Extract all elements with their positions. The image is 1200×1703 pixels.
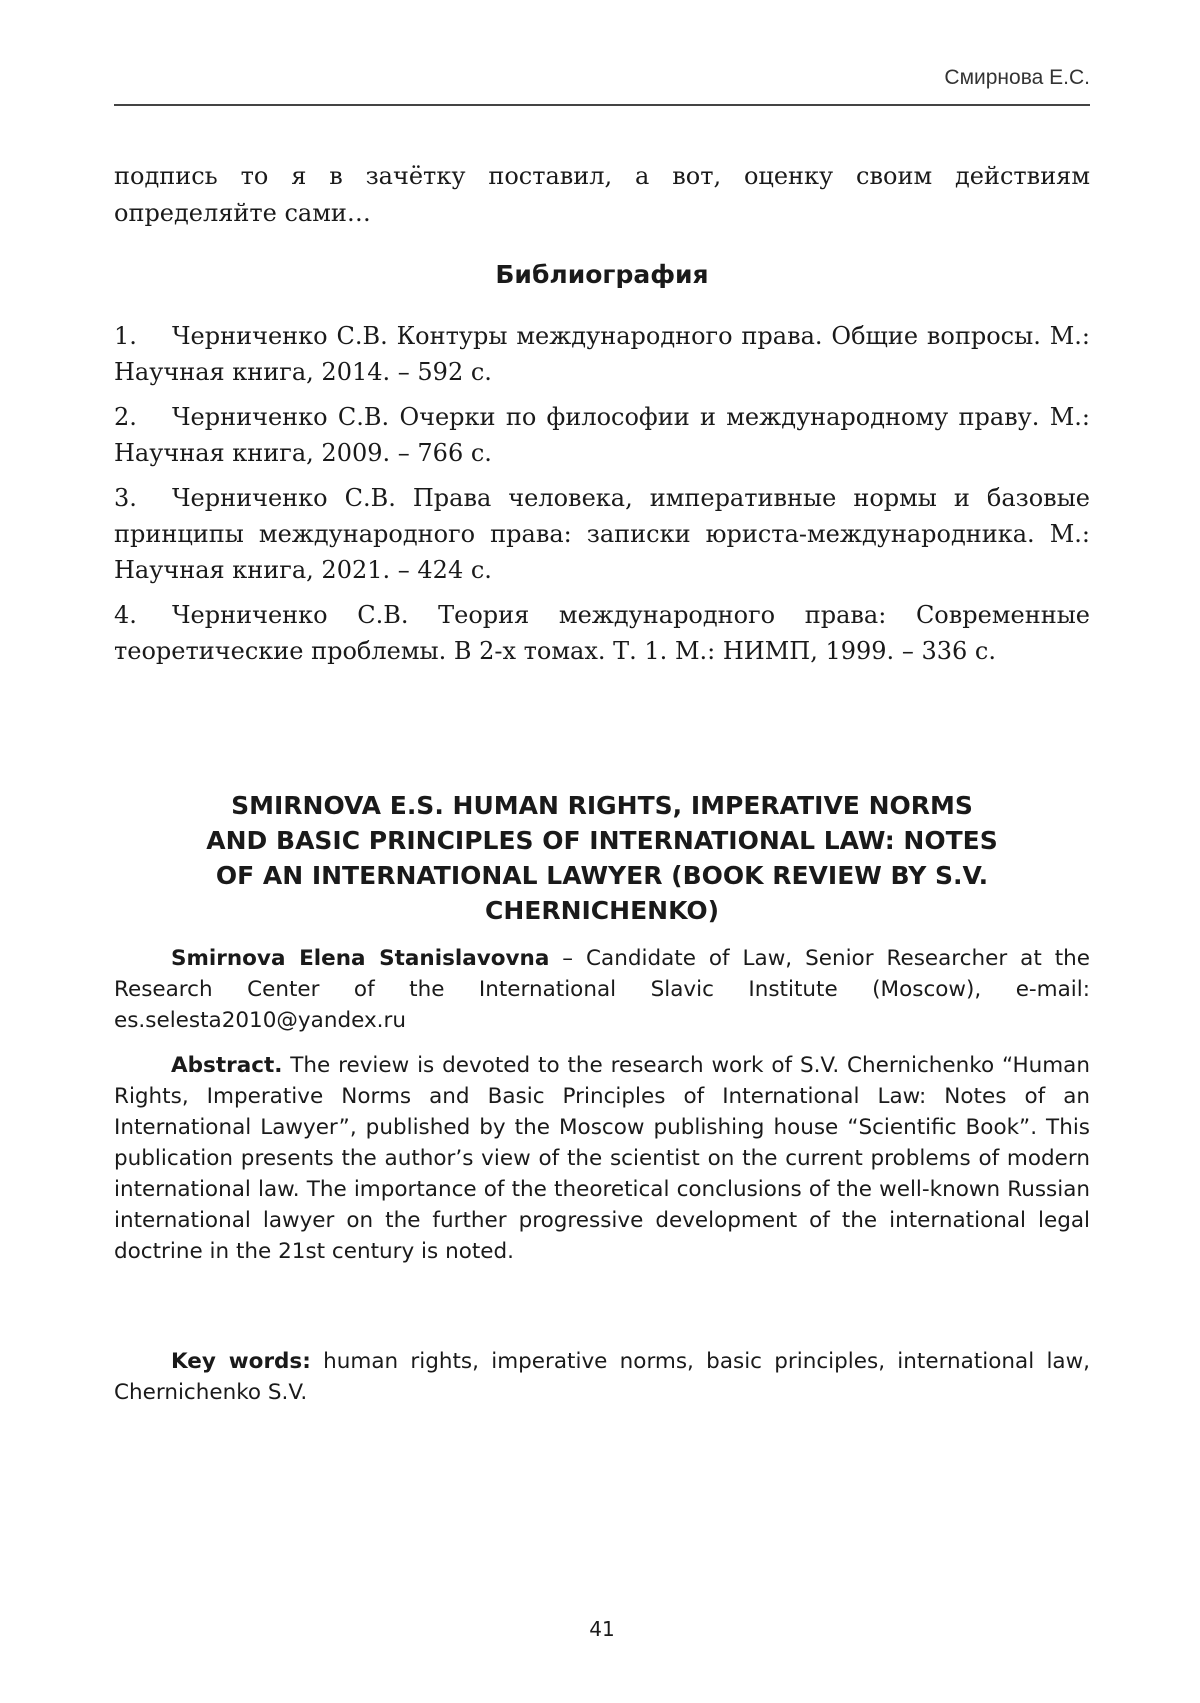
english-title [114, 788, 1090, 928]
bibliography-item-number: 4. [114, 601, 137, 629]
english-title-line: AND BASIC PRINCIPLES OF INTERNATIONAL LAW: NOTES [206, 826, 998, 855]
english-title-line: SMIRNOVA E.S. HUMAN RIGHTS, IMPERATIVE NORMS [231, 791, 973, 820]
bibliography-item-number: 1. [114, 322, 137, 350]
abstract-label: Abstract. [171, 1053, 283, 1078]
bibliography-item [114, 318, 1090, 390]
author-name: Smirnova Elena Stanislavovna [171, 946, 550, 971]
abstract-paragraph [114, 1050, 1090, 1267]
keywords-paragraph [114, 1346, 1090, 1408]
bibliography-item-text: Черниченко С.В. Теория международного права: Современные теоретические проблемы. В 2-х томах. Т. 1. М.: НИМП, 1999. – 336 с. [114, 601, 1090, 665]
bibliography-item [114, 480, 1090, 588]
bibliography-item-text: Черниченко С.В. Очерки по философии и международному праву. М.: Научная книга, 2009. – 766 с. [114, 403, 1090, 467]
document-page [114, 0, 1090, 1703]
bibliography-item-number: 2. [114, 403, 137, 431]
author-details: – Candidate of Law, Senior Researcher at the Research Center of the International Slavic Institute (Moscow), e-mail: es.selesta2010@yandex.ru [114, 946, 1090, 1033]
keywords-text: human rights, imperative norms, basic principles, international law, Chernichenko S.V. [114, 1349, 1091, 1405]
bibliography-item-number: 3. [114, 484, 137, 512]
abstract-text: The review is devoted to the research work of S.V. Chernichenko “Human Rights, Imperative Norms and Basic Principles of International Law: Notes of an International Lawyer”, published by the Moscow publishing house “Scientific Book”. This publication presents the author’s view of the scientist on the current problems of modern international law. The importance of the theoretical conclusions of the well-known Russian international lawyer on the further progressive development of the international legal doctrine in the 21st century is noted. [114, 1053, 1090, 1264]
keywords-label: Key words: [171, 1349, 311, 1374]
english-title-line: CHERNICHENKO) [484, 896, 720, 925]
author-paragraph [114, 943, 1090, 1036]
page-number: 41 [589, 1617, 615, 1641]
bibliography-list [114, 318, 1090, 678]
bibliography-item-text: Черниченко С.В. Права человека, императивные нормы и базовые принципы международного права: записки юриста-международника. М.: Научная книга, 2021. – 424 с. [114, 484, 1090, 584]
continuation-paragraph: подпись то я в зачётку поставил, а вот, оценку своим действиям определяйте сами… [114, 162, 1090, 227]
bibliography-title: Библиография [495, 260, 709, 289]
bibliography-item [114, 597, 1090, 669]
running-head: Смирнова Е.С. [944, 66, 1090, 89]
header-rule [114, 104, 1090, 106]
bibliography-item-text: Черниченко С.В. Контуры международного права. Общие вопросы. М.: Научная книга, 2014. – 592 с. [114, 322, 1090, 386]
bibliography-item [114, 399, 1090, 471]
english-title-line: OF AN INTERNATIONAL LAWYER (BOOK REVIEW BY S.V. [215, 861, 989, 890]
